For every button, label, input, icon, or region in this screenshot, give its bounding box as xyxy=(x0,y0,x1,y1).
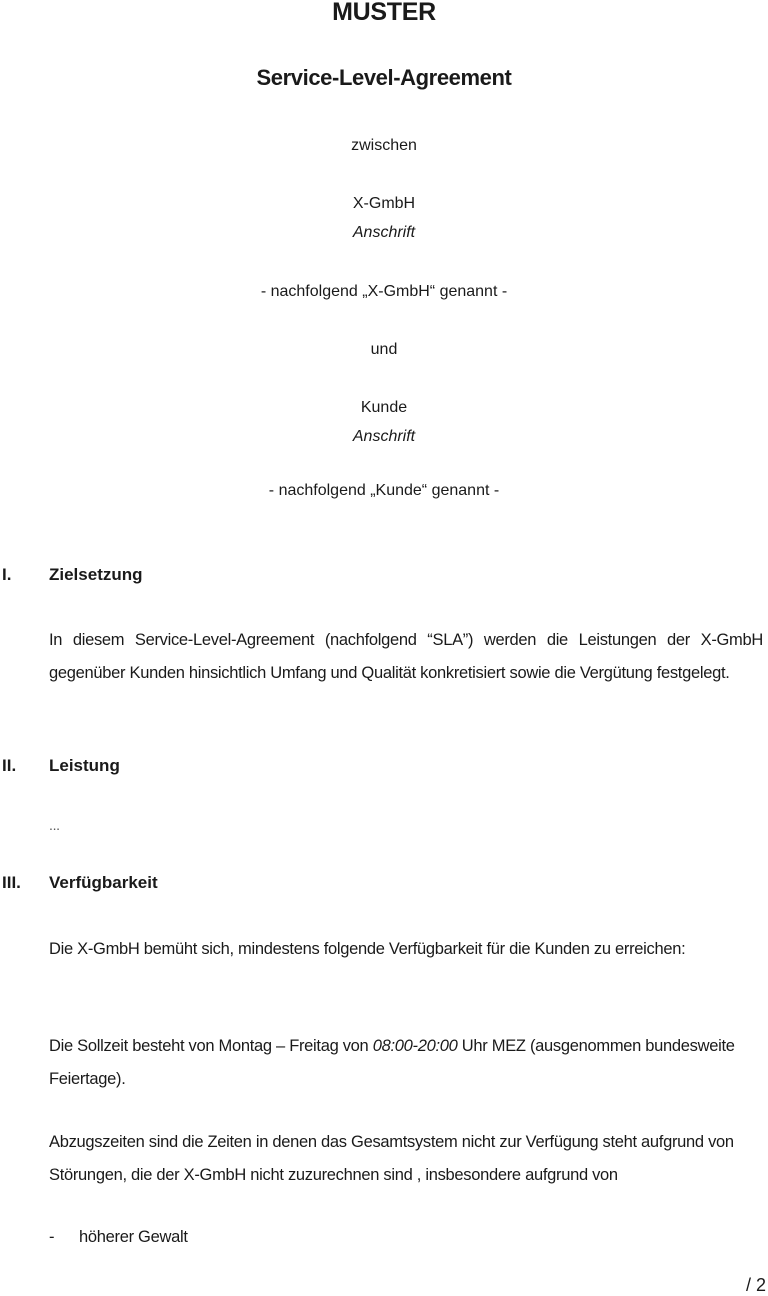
section-heading: Leistung xyxy=(49,756,120,775)
page-number: / 2 xyxy=(745,1275,766,1295)
between-label: zwischen xyxy=(351,137,417,154)
text-run: Die Sollzeit besteht von Montag – Freitag von xyxy=(49,1037,373,1055)
section-paragraph: ... xyxy=(49,817,60,833)
section-paragraph: Abzugszeiten sind die Zeiten in denen das Gesamtsystem nicht zur Verfügung steht aufgrund von Störungen, die der X-GmbH nicht zuzurechnen sind , insbesondere aufgrund von xyxy=(49,1133,734,1184)
document-subtitle: Service-Level-Agreement xyxy=(256,65,512,90)
section-number: I. xyxy=(2,565,12,584)
section-number: II. xyxy=(2,756,17,775)
section-heading: Verfügbarkeit xyxy=(49,873,158,892)
time-range: 08:00-20:00 xyxy=(372,1037,458,1055)
party2-alias: - nachfolgend „Kunde“ genannt - xyxy=(268,482,500,499)
text-run: Uhr MEZ (ausgenommen bundesweite Feiertage). xyxy=(49,1037,735,1088)
party2-name: Kunde xyxy=(360,399,408,416)
section-paragraph xyxy=(49,1030,749,1095)
party2-address: Anschrift xyxy=(352,428,416,445)
party1-address: Anschrift xyxy=(352,224,416,241)
section-paragraph: In diesem Service-Level-Agreement (nachfolgend “SLA”) werden die Leistungen der X-GmbH gegenüber Kunden hinsichtlich Umfang und Qualität konkretisiert sowie die Vergütung festgelegt. xyxy=(49,631,763,682)
document-title: MUSTER xyxy=(332,0,436,26)
and-label: und xyxy=(370,341,398,358)
section-paragraph: Die X-GmbH bemüht sich, mindestens folgende Verfügbarkeit für die Kunden zu erreichen: xyxy=(49,940,686,958)
party1-name: X-GmbH xyxy=(352,195,416,212)
section-number: III. xyxy=(2,873,21,892)
bullet-dash: - xyxy=(49,1228,55,1246)
section-heading: Zielsetzung xyxy=(49,565,143,584)
party1-alias: - nachfolgend „X-GmbH“ genannt - xyxy=(260,283,508,300)
bullet-text: höherer Gewalt xyxy=(79,1228,188,1246)
